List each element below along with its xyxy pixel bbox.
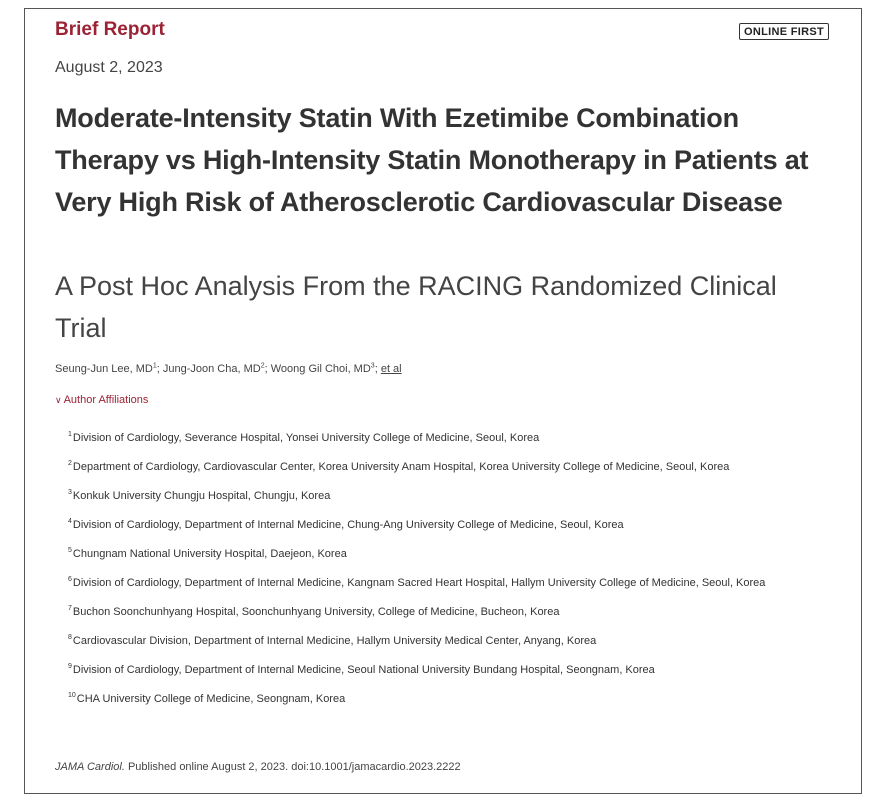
chevron-down-icon: ∨ xyxy=(55,394,62,405)
affiliation-item xyxy=(68,460,813,475)
author-affiliations-label: Author Affiliations xyxy=(63,394,149,406)
citation-details[interactable]: Published online August 2, 2023. doi:10.1001/jamacardio.2023.2222 xyxy=(124,761,461,773)
affiliation-item xyxy=(68,518,813,533)
author-name[interactable]: Woong Gil Choi, MD xyxy=(270,363,371,375)
affiliation-number: 7 xyxy=(68,605,72,613)
author-name[interactable]: Seung-Jun Lee, MD xyxy=(55,363,153,375)
affiliation-text: Cardiovascular Division, Department of Internal Medicine, Hallym University Medical Center, Anyang, Korea xyxy=(72,635,597,647)
author-affiliation-number: 1 xyxy=(152,362,157,370)
author-affiliations-toggle[interactable] xyxy=(55,394,148,406)
affiliation-number: 1 xyxy=(68,431,72,439)
journal-name: JAMA Cardiol. xyxy=(55,761,125,773)
author-separator: ; xyxy=(374,363,381,375)
affiliation-number: 9 xyxy=(68,663,72,671)
affiliation-number: 2 xyxy=(68,460,72,468)
article-subtitle: A Post Hoc Analysis From the RACING Randomized Clinical Trial xyxy=(55,271,777,343)
author-affiliation-number: 3 xyxy=(370,362,375,370)
affiliation-item xyxy=(68,692,813,707)
report-type-label[interactable]: Brief Report xyxy=(55,19,165,40)
affiliation-item xyxy=(68,663,813,678)
affiliation-item xyxy=(68,634,813,649)
affiliation-text: Division of Cardiology, Department of Internal Medicine, Seoul National University Bundang Hospital, Seongnam, Korea xyxy=(72,664,655,676)
affiliation-number: 8 xyxy=(68,634,72,642)
affiliation-item xyxy=(68,489,813,504)
author-affiliation-number: 2 xyxy=(260,362,265,370)
author-separator: ; xyxy=(156,363,163,375)
online-first-badge: ONLINE FIRST xyxy=(739,23,829,40)
affiliation-text: CHA University College of Medicine, Seongnam, Korea xyxy=(76,693,346,705)
publication-date: August 2, 2023 xyxy=(55,59,163,76)
affiliation-text: Konkuk University Chungju Hospital, Chungju, Korea xyxy=(72,490,331,502)
affiliation-item xyxy=(68,547,813,562)
affiliation-number: 4 xyxy=(68,518,72,526)
affiliation-item xyxy=(68,605,813,620)
affiliation-number: 3 xyxy=(68,489,72,497)
author-name[interactable]: Jung-Joon Cha, MD xyxy=(162,363,261,375)
author-list xyxy=(55,363,402,375)
affiliation-text: Buchon Soonchunhyang Hospital, Soonchunhyang University, College of Medicine, Bucheon, Korea xyxy=(72,606,560,618)
affiliation-item xyxy=(68,576,813,591)
article-title: Moderate-Intensity Statin With Ezetimibe Combination Therapy vs High-Intensity Statin Monotherapy in Patients at Very High Risk of Atherosclerotic Cardiovascular Disease xyxy=(55,103,809,217)
affiliation-number: 6 xyxy=(68,576,72,584)
affiliation-text: Division of Cardiology, Department of Internal Medicine, Kangnam Sacred Heart Hospital, Hallym University College of Medicine, Seoul, Korea xyxy=(72,577,766,589)
article-header-frame xyxy=(24,8,862,794)
affiliation-text: Department of Cardiology, Cardiovascular Center, Korea University Anam Hospital, Korea University College of Medicine, Seoul, Korea xyxy=(72,461,730,473)
affiliation-text: Division of Cardiology, Severance Hospital, Yonsei University College of Medicine, Seoul, Korea xyxy=(72,432,540,444)
author-separator: ; xyxy=(264,363,271,375)
citation xyxy=(55,761,461,773)
affiliation-list xyxy=(68,431,813,721)
affiliation-number: 5 xyxy=(68,547,72,555)
affiliation-text: Chungnam National University Hospital, Daejeon, Korea xyxy=(72,548,347,560)
affiliation-number: 10 xyxy=(68,692,76,700)
et-al-link[interactable]: et al xyxy=(380,363,402,375)
affiliation-item xyxy=(68,431,813,446)
affiliation-text: Division of Cardiology, Department of Internal Medicine, Chung-Ang University College of Medicine, Seoul, Korea xyxy=(72,519,624,531)
